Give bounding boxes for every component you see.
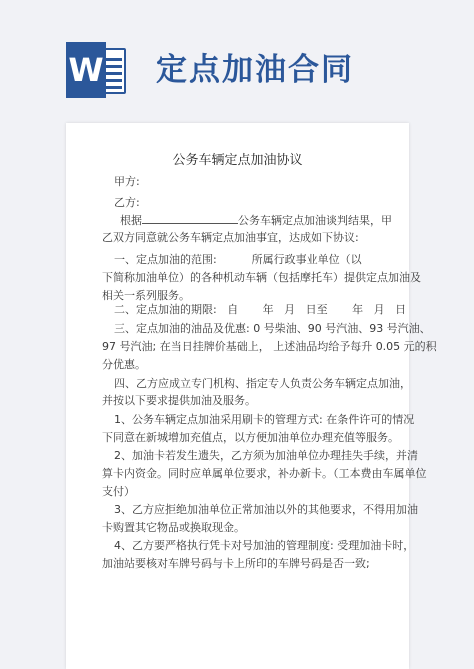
fill-blank <box>142 213 238 224</box>
paragraph-line: 1、公务车辆定点加油采用刷卡的管理方式: 在条件许可的情况 <box>114 413 415 426</box>
text-segment: 公务车辆定点加油谈判结果，甲 <box>238 214 392 227</box>
paragraph-line: 乙双方同意就公务车辆定点加油事宜，达成如下协议: <box>102 231 359 244</box>
paragraph-line: 三、定点加油的油品及优惠: 0 号柴油、90 号汽油、93 号汽油、 <box>114 322 431 335</box>
paragraph-line: 一、定点加油的范围: 所属行政事业单位（以 <box>114 253 362 266</box>
paragraph-line: 3、乙方应拒绝加油单位正常加油以外的其他要求，不得用加油 <box>114 503 418 516</box>
paragraph-line: 加油站要核对车牌号码与卡上所印的车牌号码是否一致; <box>102 557 370 570</box>
banner <box>0 0 474 122</box>
paragraph-line: 2、加油卡若发生遗失，乙方须为加油单位办理挂失手续，并清 <box>114 449 418 462</box>
text-segment: 根据 <box>120 214 142 227</box>
paragraph-line: 下同意在新城增加充值点，以方便加油单位办理充值等服务。 <box>102 431 399 444</box>
paragraph-line: 四、乙方应成立专门机构、指定专人负责公务车辆定点加油， <box>114 377 411 390</box>
paragraph-line: 二、定点加油的期限: 自 年 月 日至 年 月 日 <box>114 303 407 316</box>
word-logo-letter: W <box>66 42 106 98</box>
party-a-label: 甲方: <box>114 175 140 188</box>
party-b-label: 乙方: <box>114 196 140 209</box>
paragraph-line: 下简称加油单位）的各种机动车辆（包括摩托车）提供定点加油及 <box>102 271 421 284</box>
paragraph-line: 相关一系列服务。 <box>102 289 190 302</box>
document-title: 公务车辆定点加油协议 <box>172 153 303 168</box>
paragraph-line: 4、乙方要严格执行凭卡对号加油的管理制度: 受理加油卡时， <box>114 539 415 552</box>
paragraph-line: 97 号汽油; 在当日挂牌价基础上， 上述油品均给予每升 0.05 元的积 <box>102 340 437 353</box>
document-page <box>66 123 437 669</box>
banner-title: 定点加油合同 <box>156 52 354 88</box>
paragraph-line: 支付） <box>102 485 135 498</box>
paragraph-line: 分优惠。 <box>102 358 146 371</box>
paragraph-line <box>120 213 402 228</box>
paragraph-line: 并按以下要求提供加油及服务。 <box>102 394 256 407</box>
paragraph-line: 卡购置其它物品或换取现金。 <box>102 521 245 534</box>
word-logo-icon <box>66 42 128 98</box>
paragraph-line: 算卡内资金。同时应单属单位要求，补办新卡。（工本费由车属单位 <box>102 467 427 480</box>
